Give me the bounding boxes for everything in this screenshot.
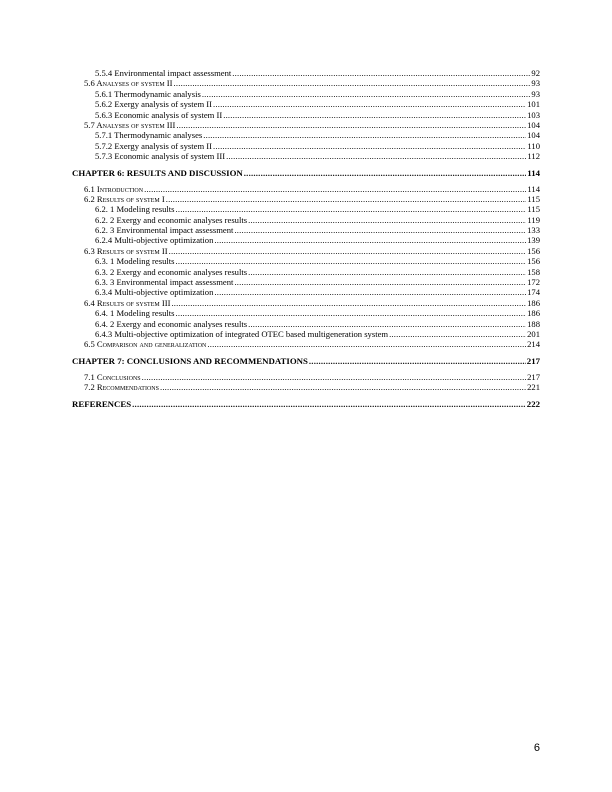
toc-leader-dots [142, 372, 526, 382]
toc-entry-title: 6.5 Comparison and generalization [84, 339, 207, 350]
toc-entry-title: 6.3. 3 Environmental impact assessment [95, 277, 234, 288]
toc-entry[interactable] [72, 267, 540, 277]
toc-entry-page: 156 [527, 256, 540, 267]
toc-entry[interactable] [72, 256, 540, 266]
toc-entry[interactable] [72, 308, 540, 318]
toc-entry-page: 139 [527, 235, 540, 246]
toc-entry[interactable] [72, 329, 540, 339]
toc-leader-dots [166, 194, 527, 204]
toc-leader-dots [213, 141, 526, 151]
toc-leader-dots [248, 319, 526, 329]
toc-entry-page: 119 [527, 214, 540, 225]
toc-entry-title: 5.6.2 Exergy analysis of system II [95, 99, 213, 110]
toc-entry-title: 6.2. 3 Environmental impact assessment [95, 225, 234, 236]
toc-entry[interactable] [72, 151, 540, 161]
toc-entry-title: 5.6 Analyses of system II [84, 78, 173, 89]
toc-leader-dots [226, 151, 526, 161]
toc-entry-page: 156 [527, 245, 540, 256]
toc-entry-page: 114 [527, 167, 540, 178]
toc-leader-dots [223, 110, 526, 120]
toc-entry-page: 133 [527, 225, 540, 236]
toc-entry-title: 6.2. 1 Modeling results [95, 204, 175, 215]
toc-leader-dots [144, 184, 526, 194]
toc-entry-title: 6.2. 2 Exergy and economic analyses results [95, 214, 248, 225]
toc-entry-page: 104 [527, 130, 540, 141]
toc-entry[interactable] [72, 78, 540, 88]
toc-entry-title: 6.3. 2 Exergy and economic analyses results [95, 266, 248, 277]
toc-leader-dots [213, 99, 526, 109]
toc-entry-page: 112 [527, 151, 540, 162]
toc-entry[interactable] [72, 120, 540, 130]
toc-entry[interactable] [72, 68, 540, 78]
toc-entry[interactable] [72, 382, 540, 392]
toc-entry-page: 214 [527, 339, 540, 350]
toc-entry-title: 6.2.4 Multi-objective optimization [95, 235, 214, 246]
toc-entry-title: 6.2 Results of system I [84, 193, 165, 204]
toc-chapter-title: CHAPTER 6: RESULTS AND DISCUSSION [72, 167, 243, 178]
toc-entry[interactable] [72, 215, 540, 225]
toc-leader-dots [202, 89, 531, 99]
toc-entry[interactable] [72, 287, 540, 297]
toc-leader-dots [176, 308, 527, 318]
toc-entry-page: 172 [527, 277, 540, 288]
toc-chapter-entry[interactable] [72, 356, 540, 367]
toc-leader-dots [234, 277, 526, 287]
toc-entry-page: 188 [527, 318, 540, 329]
toc-entry-title: 7.2 Recommendations [84, 382, 159, 393]
toc-entry-title: 5.5.4 Environmental impact assessment [95, 68, 232, 78]
toc-leader-dots [248, 267, 526, 277]
toc-entry-page: 186 [527, 308, 540, 319]
toc-leader-dots [214, 287, 526, 297]
toc-entry-title: 5.7 Analyses of system III [84, 119, 176, 130]
toc-leader-dots [207, 339, 526, 349]
toc-chapter-entry[interactable] [72, 168, 540, 179]
toc-chapter-entry[interactable] [72, 399, 540, 410]
toc-entry-title: 6.3 Results of system II [84, 245, 168, 256]
toc-entry-title: 7.1 Conclusions [84, 371, 141, 382]
toc-entry[interactable] [72, 372, 540, 382]
toc-entry[interactable] [72, 204, 540, 214]
toc-entry-page: 217 [526, 355, 540, 366]
toc-leader-dots [309, 356, 526, 367]
toc-leader-dots [214, 235, 526, 245]
toc-entry[interactable] [72, 194, 540, 204]
toc-entry-page: 101 [527, 99, 540, 110]
toc-entry[interactable] [72, 184, 540, 194]
table-of-contents [72, 68, 540, 410]
toc-entry-page: 186 [527, 297, 540, 308]
toc-entry[interactable] [72, 225, 540, 235]
toc-entry[interactable] [72, 99, 540, 109]
toc-entry-title: 6.4.3 Multi-objective optimization of integrated OTEC based multigeneration system [95, 328, 389, 339]
toc-leader-dots [132, 399, 526, 410]
toc-entry-title: 6.3. 1 Modeling results [95, 256, 175, 267]
toc-entry-page: 221 [527, 382, 540, 393]
toc-entry[interactable] [72, 319, 540, 329]
page-number: 6 [533, 742, 540, 754]
toc-entry[interactable] [72, 235, 540, 245]
toc-entry[interactable] [72, 277, 540, 287]
toc-entry[interactable] [72, 298, 540, 308]
toc-entry[interactable] [72, 141, 540, 151]
toc-leader-dots [248, 215, 526, 225]
toc-leader-dots [176, 204, 527, 214]
toc-entry-page: 103 [527, 109, 540, 120]
toc-chapter-title: REFERENCES [72, 398, 132, 409]
toc-entry[interactable] [72, 110, 540, 120]
toc-leader-dots [389, 329, 526, 339]
toc-entry-title: 5.7.2 Exergy analysis of system II [95, 140, 213, 151]
toc-entry-title: 6.4. 2 Exergy and economic analyses results [95, 318, 248, 329]
toc-entry-page: 92 [531, 68, 540, 78]
toc-entry-title: 5.6.3 Economic analysis of system II [95, 109, 223, 120]
toc-leader-dots [234, 225, 526, 235]
toc-entry-page: 174 [527, 287, 540, 298]
toc-entry-title: 5.6.1 Thermodynamic analysis [95, 88, 201, 99]
toc-leader-dots [160, 382, 526, 392]
toc-leader-dots [203, 130, 526, 140]
toc-leader-dots [176, 120, 526, 130]
toc-leader-dots [232, 68, 530, 78]
toc-leader-dots [171, 298, 526, 308]
toc-entry-page: 115 [527, 204, 540, 215]
toc-entry-page: 93 [531, 78, 540, 89]
toc-entry-page: 93 [531, 88, 540, 99]
toc-entry-page: 114 [527, 183, 540, 194]
toc-entry-title: 6.4 Results of system III [84, 297, 171, 308]
toc-entry-page: 158 [527, 266, 540, 277]
toc-entry[interactable] [72, 130, 540, 140]
toc-entry-page: 110 [527, 140, 540, 151]
toc-leader-dots [244, 168, 527, 179]
toc-entry-page: 201 [527, 328, 540, 339]
toc-leader-dots [174, 78, 531, 88]
toc-entry-page: 104 [527, 119, 540, 130]
toc-entry-page: 217 [527, 371, 540, 382]
toc-entry-title: 5.7.1 Thermodynamic analyses [95, 130, 203, 141]
toc-entry[interactable] [72, 89, 540, 99]
toc-entry-title: 5.7.3 Economic analysis of system III [95, 151, 226, 162]
toc-entry[interactable] [72, 246, 540, 256]
toc-entry-title: 6.1 Introduction [84, 183, 144, 194]
toc-entry-title: 6.3.4 Multi-objective optimization [95, 287, 214, 298]
toc-chapter-title: CHAPTER 7: CONCLUSIONS AND RECOMMENDATIONS [72, 355, 308, 366]
toc-leader-dots [176, 256, 527, 266]
toc-entry[interactable] [72, 339, 540, 349]
toc-entry-page: 115 [527, 193, 540, 204]
toc-entry-page: 222 [526, 398, 540, 409]
toc-entry-title: 6.4. 1 Modeling results [95, 308, 175, 319]
toc-leader-dots [169, 246, 527, 256]
